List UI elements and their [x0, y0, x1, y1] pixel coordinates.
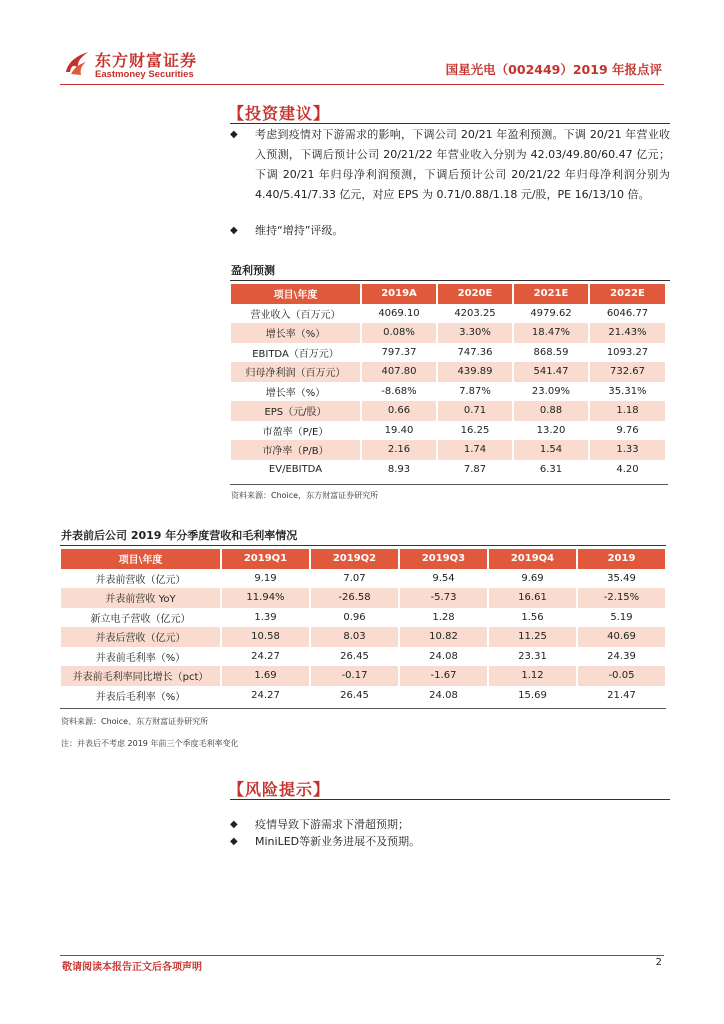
- table-cell: -0.05: [577, 666, 665, 686]
- investment-heading-underline: [230, 123, 670, 124]
- table-cell: 2.16: [361, 440, 437, 460]
- table-row: [61, 647, 665, 667]
- brand-name-en: Eastmoney Securities: [95, 69, 194, 80]
- table-cell: EV/EBITDA: [268, 463, 323, 475]
- table-cell: 15.69: [488, 686, 577, 706]
- table-cell: 5.19: [577, 608, 665, 628]
- table-row: [231, 460, 665, 480]
- table-cell: 0.08%: [361, 323, 437, 343]
- table-cell: 19.40: [361, 421, 437, 441]
- table-cell: 并表前营收（亿元）: [95, 574, 186, 586]
- table-cell: 16.25: [437, 421, 513, 441]
- table-cell: 24.27: [221, 686, 310, 706]
- table-cell: 13.20: [513, 421, 589, 441]
- investment-bullet: [230, 221, 670, 241]
- table-cell: 16.61: [488, 588, 577, 608]
- quarter-header-cell: 2019Q2: [310, 549, 399, 569]
- forecast-header-row: [231, 284, 665, 304]
- diamond-bullet-icon: ◆: [230, 819, 238, 830]
- table-cell: 24.39: [577, 647, 665, 667]
- investment-bullet-text: 考虑到疫情对下游需求的影响，下调公司 20/21 年盈利预测。下调 20/21 年营业收入预测，下调后预计公司 20/21/22 年营业收入分别为 42.03/49.80/60.47 亿元；下调 20/21 年归母净利润预测，下调后预计公司 20/21/22 年归母净利润分别为 4.40/5.41/7.33 亿元，对应 EPS 为 0.71/0.88/1.18 元/股，PE 16/13/10 倍。: [255, 128, 670, 201]
- footer-divider: [60, 955, 664, 956]
- table-cell: 439.89: [437, 362, 513, 382]
- brand-name-cn: 东方财富证券: [95, 51, 198, 70]
- table-cell: 10.82: [399, 627, 488, 647]
- diamond-bullet-icon: ◆: [230, 129, 238, 140]
- table-cell: 1.69: [221, 666, 310, 686]
- table-cell: 并表后营收（亿元）: [61, 627, 221, 647]
- table-cell: 868.59: [513, 343, 589, 363]
- table-cell: 9.76: [589, 421, 665, 441]
- table-row: [231, 343, 665, 363]
- risk-heading-underline: [230, 799, 670, 800]
- table-cell: 0.96: [310, 608, 399, 628]
- table-cell: 市净率（P/B）: [231, 440, 361, 460]
- page-header: [0, 0, 724, 90]
- quarter-table-note: 注：并表后不考虑 2019 年前三个季度毛利率变化: [61, 739, 239, 748]
- table-row: [231, 362, 665, 382]
- table-cell: -8.68%: [361, 382, 437, 402]
- table-cell: 并表前毛利率同比增长（pct）: [61, 666, 221, 686]
- table-cell: 7.87%: [437, 382, 513, 402]
- table-cell: 1.56: [488, 608, 577, 628]
- forecast-header-cell: 2022E: [589, 284, 665, 304]
- table-cell: EPS（元/股）: [231, 401, 361, 421]
- quarter-header-cell: 项目\年度: [61, 549, 221, 569]
- table-cell: 增长率（%）: [265, 387, 326, 399]
- forecast-table-bottom-rule: [230, 484, 668, 485]
- table-row: [231, 382, 665, 402]
- table-cell: 26.45: [310, 647, 399, 667]
- table-cell: 1.18: [589, 401, 665, 421]
- forecast-header-cell: 2021E: [513, 284, 589, 304]
- table-cell: 732.67: [589, 362, 665, 382]
- table-row: [231, 421, 665, 441]
- table-cell: 1093.27: [589, 343, 665, 363]
- table-row: [231, 304, 665, 324]
- table-row: [61, 608, 665, 628]
- table-cell: 归母净利润（百万元）: [231, 362, 361, 382]
- forecast-table: [231, 284, 665, 479]
- table-cell: -1.67: [399, 666, 488, 686]
- table-cell: 9.19: [221, 569, 310, 589]
- forecast-header-cell: 2020E: [437, 284, 513, 304]
- table-cell: 1.12: [488, 666, 577, 686]
- table-cell: -2.15%: [577, 588, 665, 608]
- table-cell: 21.47: [577, 686, 665, 706]
- table-cell: 21.43%: [589, 323, 665, 343]
- quarter-header-cell: 2019Q4: [488, 549, 577, 569]
- header-divider: [60, 84, 664, 85]
- table-cell: 26.45: [310, 686, 399, 706]
- table-cell: 23.31: [488, 647, 577, 667]
- table-cell: 541.47: [513, 362, 589, 382]
- table-cell: 9.69: [488, 569, 577, 589]
- table-cell: 0.88: [513, 401, 589, 421]
- quarter-header-cell: 2019Q3: [399, 549, 488, 569]
- table-cell: -5.73: [399, 588, 488, 608]
- risk-bullet-text: MiniLED等新业务进展不及预期。: [255, 835, 421, 848]
- table-cell: 24.08: [399, 686, 488, 706]
- eastmoney-flame-logo-icon: [62, 48, 92, 78]
- quarter-caption-rule: [60, 545, 666, 546]
- table-cell: 11.25: [488, 627, 577, 647]
- table-cell: 4979.62: [513, 304, 589, 324]
- table-cell: 7.07: [310, 569, 399, 589]
- table-cell: 新立电子营收（亿元）: [90, 613, 191, 625]
- table-cell: 1.54: [513, 440, 589, 460]
- investment-bullet-text: 维持“增持”评级。: [255, 224, 344, 237]
- table-cell: 407.80: [361, 362, 437, 382]
- table-cell: 35.31%: [589, 382, 665, 402]
- table-cell: 并表后毛利率（%）: [95, 691, 186, 703]
- table-cell: 9.54: [399, 569, 488, 589]
- table-cell: 6.31: [513, 460, 589, 480]
- table-cell: 35.49: [577, 569, 665, 589]
- table-cell: 1.28: [399, 608, 488, 628]
- risk-bullet: [230, 832, 670, 852]
- forecast-caption-rule: [230, 280, 670, 281]
- table-cell: 4203.25: [437, 304, 513, 324]
- quarter-table: [61, 549, 665, 705]
- table-row: [231, 401, 665, 421]
- table-cell: 40.69: [577, 627, 665, 647]
- table-cell: 11.94%: [221, 588, 310, 608]
- table-cell: 并表前毛利率（%）: [95, 652, 186, 664]
- page-number: 2: [655, 957, 662, 968]
- table-row: [61, 666, 665, 686]
- table-cell: 3.30%: [437, 323, 513, 343]
- table-cell: 营业收入（百万元）: [250, 309, 341, 321]
- table-cell: 797.37: [361, 343, 437, 363]
- forecast-table-source: 资料来源：Choice，东方财富证券研究所: [231, 491, 379, 500]
- table-cell: 24.08: [399, 647, 488, 667]
- table-cell: 0.66: [361, 401, 437, 421]
- quarter-header-cell: 2019: [577, 549, 665, 569]
- quarter-table-source: 资料来源：Choice、东方财富证券研究所: [61, 717, 209, 726]
- table-row: [61, 569, 665, 589]
- diamond-bullet-icon: ◆: [230, 225, 238, 236]
- table-cell: -0.17: [310, 666, 399, 686]
- quarter-header-row: [61, 549, 665, 569]
- table-cell: 6046.77: [589, 304, 665, 324]
- table-cell: 0.71: [437, 401, 513, 421]
- table-cell: 4.20: [589, 460, 665, 480]
- table-cell: 增长率（%）: [231, 323, 361, 343]
- footer-disclaimer: 敬请阅读本报告正文后各项声明: [62, 962, 202, 973]
- diamond-bullet-icon: ◆: [230, 836, 238, 847]
- table-cell: EBITDA（百万元）: [252, 348, 339, 360]
- table-cell: 1.33: [589, 440, 665, 460]
- forecast-header-cell: 项目\年度: [231, 284, 361, 304]
- forecast-table-caption: 盈利预测: [231, 264, 275, 277]
- quarter-table-caption: 并表前后公司 2019 年分季度营收和毛利率情况: [61, 529, 298, 542]
- table-cell: 7.87: [437, 460, 513, 480]
- table-cell: 4069.10: [361, 304, 437, 324]
- table-cell: -26.58: [310, 588, 399, 608]
- table-row: [231, 323, 665, 343]
- table-cell: 1.39: [221, 608, 310, 628]
- risk-heading: 【风险提示】: [228, 780, 331, 799]
- table-row: [61, 627, 665, 647]
- table-cell: 并表前营收 YoY: [61, 588, 221, 608]
- forecast-header-cell: 2019A: [361, 284, 437, 304]
- report-title: 国星光电（002449）2019 年报点评: [445, 62, 662, 77]
- investment-bullet: [230, 125, 670, 205]
- table-row: [61, 588, 665, 608]
- table-cell: 市盈率（P/E）: [262, 426, 329, 438]
- investment-advice-heading: 【投资建议】: [228, 104, 331, 123]
- quarter-table-bottom-rule: [60, 708, 666, 709]
- table-cell: 10.58: [221, 627, 310, 647]
- risk-bullet-text: 疫情导致下游需求下滑超预期；: [255, 818, 409, 831]
- table-row: [231, 440, 665, 460]
- table-row: [61, 686, 665, 706]
- table-cell: 1.74: [437, 440, 513, 460]
- table-cell: 24.27: [221, 647, 310, 667]
- table-cell: 747.36: [437, 343, 513, 363]
- table-cell: 18.47%: [513, 323, 589, 343]
- table-cell: 8.93: [361, 460, 437, 480]
- table-cell: 8.03: [310, 627, 399, 647]
- quarter-header-cell: 2019Q1: [221, 549, 310, 569]
- table-cell: 23.09%: [513, 382, 589, 402]
